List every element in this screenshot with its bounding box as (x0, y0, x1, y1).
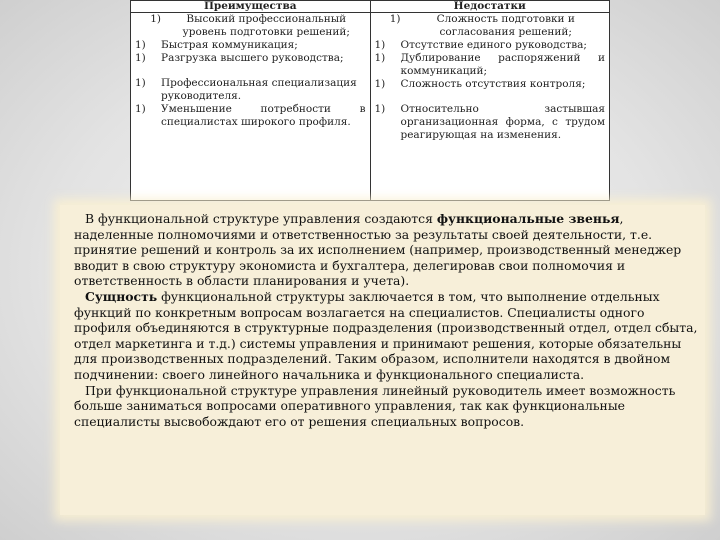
cons-cell (370, 13, 610, 201)
bold-term: функциональные звенья (436, 211, 620, 226)
item-number: 1) (374, 52, 386, 64)
paragraph-line-manager (74, 383, 700, 430)
item-text: Дублирование распоряжений и коммуникаций; (400, 52, 605, 77)
item-text: Относительно застывшая организационная форма, с трудом реагирующая на изменения. (400, 103, 605, 141)
paragraph-essence (74, 289, 700, 383)
item-number: 1) (374, 78, 386, 90)
list-item (375, 52, 606, 78)
body-text (74, 211, 700, 429)
header-cons: Недостатки (370, 1, 610, 13)
item-number: 1) (135, 77, 146, 89)
item-number: 1) (135, 52, 146, 64)
list-item (375, 13, 606, 39)
list-item (375, 39, 606, 52)
pros-cell (131, 13, 371, 201)
item-text: Отсутствие единого руководства; (400, 39, 587, 51)
paragraph-functional-units (74, 211, 700, 289)
header-pros: Преимущества (131, 1, 371, 13)
item-number: 1) (135, 39, 146, 51)
list-item (135, 103, 366, 129)
bold-term: Сущность (85, 288, 158, 304)
list-item (135, 52, 366, 65)
item-number: 1) (374, 39, 386, 51)
item-number: 1) (374, 103, 386, 115)
item-number: 1) (389, 13, 401, 25)
table-body-row (131, 13, 610, 201)
item-number: 1) (150, 13, 161, 25)
item-text: Профессиональная специализация руководителя. (161, 77, 357, 102)
item-text: Разгрузка высшего руководства; (161, 52, 344, 64)
paragraph-text: , наделенные полномочиями и ответственностью за результаты своей деятельности, т.е. принятие решений и контроль за их исполнением (например, производственный менеджер вводит в свою структуру экономиста и бухгалтера, делегировав свои полномочия и ответственность в области планирования и учета). (74, 211, 682, 289)
paragraph-text: функциональной структуры заключается в том, что выполнение отдельных функций по конкретным вопросам возлагается на специалистов. Специалисты одного профиля объединяются в структурные подразделения (производственный отдел, отдел сбыта, отдел маркетинга и т.д.) системы управления и принимают решения, которые обязательны для производственных подразделений. Таким образом, исполнители находятся в двойном подчинении: своего линейного начальника и функционального специалиста. (74, 288, 698, 382)
item-text: Сложность отсутствия контроля; (400, 78, 586, 90)
paragraph-text: При функциональной структуре управления линейный руководитель имеет возможность больше заниматься вопросами оперативного управления, так как функциональные специалисты высвобождают его от решения специальных вопросов. (74, 382, 676, 429)
item-text: Сложность подготовки и согласования решений; (436, 13, 575, 38)
item-text: Уменьшение потребности в специалистах широкого профиля. (161, 103, 366, 128)
item-text: Высокий профессиональный уровень подготовки решений; (182, 13, 350, 38)
list-item (135, 77, 366, 103)
list-item (135, 13, 366, 39)
list-item (375, 103, 606, 142)
list-item (375, 78, 606, 91)
list-item (135, 39, 366, 52)
paragraph-text: В функциональной структуре управления создаются (85, 211, 437, 226)
pros-cons-table (130, 0, 610, 201)
table-header-row (131, 1, 610, 13)
item-number: 1) (135, 103, 146, 115)
item-text: Быстрая коммуникация; (161, 39, 298, 51)
